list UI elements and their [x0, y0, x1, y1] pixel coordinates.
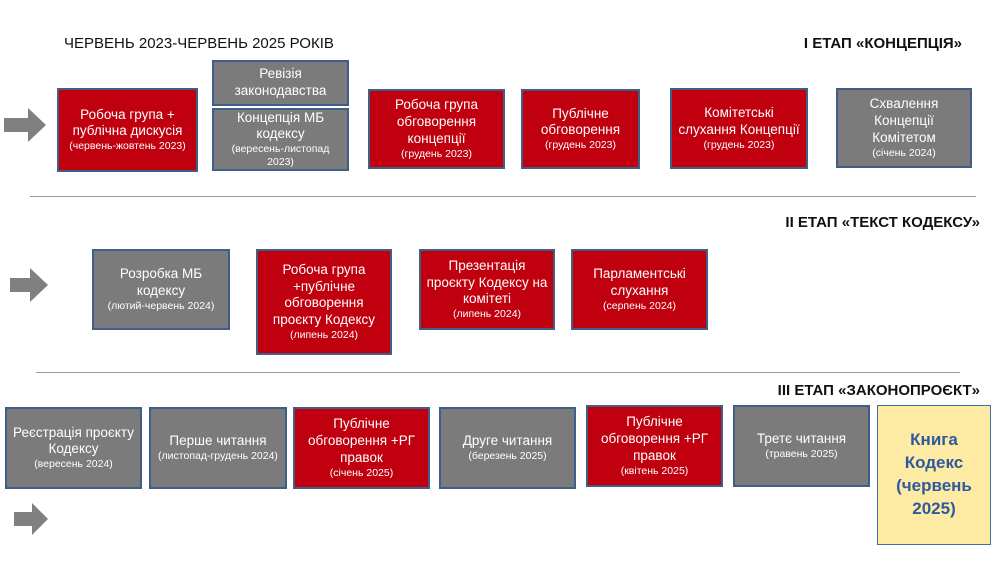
final-code-book [877, 405, 991, 545]
arrow-right-icon [4, 108, 46, 142]
final-title: Книга Кодекс (червень 2025) [896, 430, 972, 518]
step-date: (квітень 2025) [620, 464, 689, 477]
step-date: (листопад-грудень 2024) [158, 449, 278, 462]
stage-3-title: ІІІ ЕТАП «ЗАКОНОПРОЄКТ» [777, 382, 980, 399]
stage2-step-working-group-discussion [256, 249, 392, 355]
step-date: (грудень 2023) [703, 138, 775, 151]
stage3-step-public-discussion-1 [293, 407, 430, 489]
stage1-step-committee-hearings [670, 88, 808, 169]
step-title: Розробка МБ кодексу [119, 266, 203, 298]
step-date: (березень 2025) [468, 449, 547, 462]
step-title: Третє читання [756, 431, 847, 446]
step-title: Презентація проєкту Кодексу на комітеті [426, 257, 548, 307]
step-title: Публічне обговорення +РГ правок [600, 414, 709, 463]
step-date: (січень 2025) [329, 466, 394, 479]
step-date: (червень-жовтень 2023) [69, 140, 186, 153]
stage3-step-registration [5, 407, 142, 489]
step-title: Робоча група + публічна дискусія [72, 106, 183, 139]
step-title: Друге читання [462, 433, 553, 448]
step-title: Реєстрація проєкту Кодексу [13, 424, 134, 457]
stage2-step-parliamentary-hearings [571, 249, 708, 330]
step-date: (липень 2024) [289, 329, 359, 342]
stage1-step-public-discussion [521, 89, 640, 169]
stage1-step-concept-approval [836, 88, 972, 168]
step-date: (вересень 2024) [34, 458, 113, 471]
step-date: (січень 2024) [872, 146, 936, 159]
arrow-right-icon [14, 503, 48, 535]
step-title: Схвалення Концепції Комітетом [869, 96, 939, 145]
step-title: Публічне обговорення +РГ правок [307, 416, 416, 465]
stage1-step-working-group [57, 88, 198, 172]
stage-2-title: ІІ ЕТАП «ТЕКСТ КОДЕКСУ» [785, 214, 980, 231]
step-date: (лютий-червень 2024) [107, 299, 215, 312]
step-title: Робоча група +публічне обговорення проєкту Кодексу [272, 261, 376, 328]
stage1-step-concept-discussion [368, 89, 505, 169]
stage2-step-code-drafting [92, 249, 230, 330]
stage1-step-legislation-review [212, 60, 349, 106]
step-title: Комітетські слухання Концепції [678, 105, 800, 137]
stage2-step-committee-presentation [419, 249, 555, 330]
stage3-step-second-reading [439, 407, 576, 489]
step-date: (липень 2024) [452, 308, 522, 321]
stage1-step-concept [212, 108, 349, 171]
step-date: (вересень-листопад 2023) [231, 143, 330, 169]
stage-1-title: І ЕТАП «КОНЦЕПЦІЯ» [803, 35, 962, 52]
step-date: (грудень 2023) [401, 147, 472, 160]
stage-separator-1 [30, 196, 976, 197]
step-title: Публічне обговорення [540, 105, 621, 138]
step-title: Парламентські слухання [593, 266, 686, 298]
step-title: Робоча група обговорення концепції [394, 97, 478, 146]
arrow-right-icon [10, 268, 48, 302]
stage3-step-first-reading [149, 407, 287, 489]
stage3-step-third-reading [733, 405, 870, 487]
step-date: (грудень 2023) [545, 139, 616, 152]
step-title: Ревізія законодавства [234, 66, 327, 98]
step-title: Концепція МБ кодексу [236, 109, 325, 142]
stage3-step-public-discussion-2 [586, 405, 723, 487]
step-date: (серпень 2024) [603, 299, 676, 312]
step-title: Перше читання [169, 433, 267, 448]
period-title: ЧЕРВЕНЬ 2023-ЧЕРВЕНЬ 2025 РОКІВ [64, 35, 334, 52]
step-date: (травень 2025) [765, 447, 838, 460]
stage-separator-2 [36, 372, 960, 373]
